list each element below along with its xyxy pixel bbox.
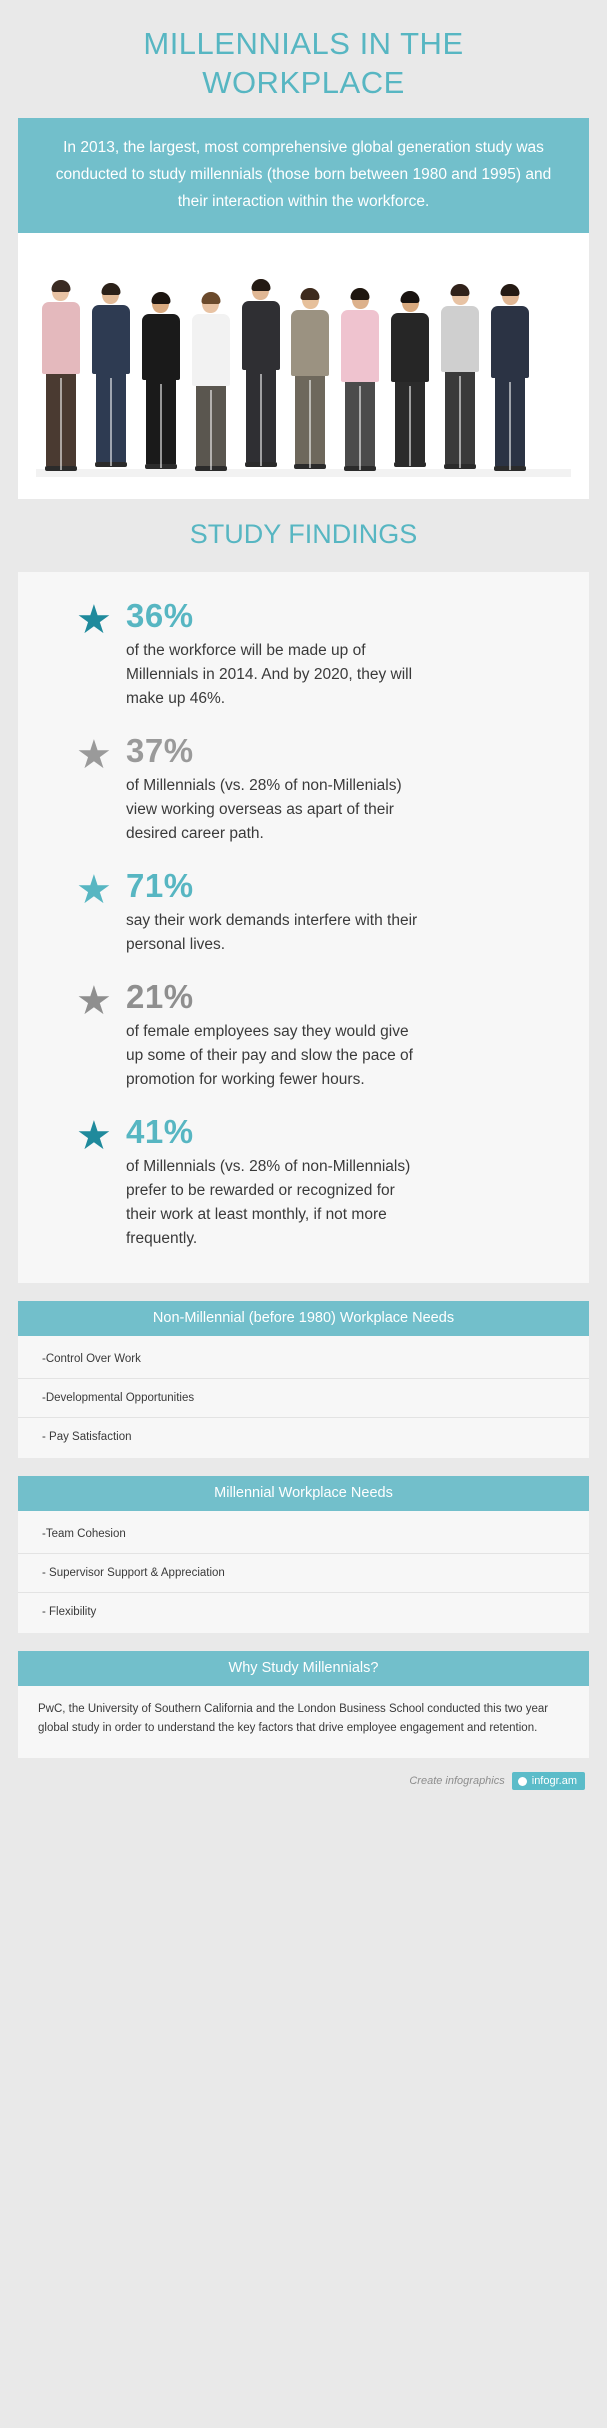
person-hair [151, 292, 170, 304]
person-torso [391, 313, 429, 382]
stat-body [126, 598, 551, 711]
photo-person [387, 291, 433, 467]
needs-list-millennial [18, 1511, 589, 1633]
page-title: MILLENNIALS IN THE WORKPLACE [143, 26, 464, 100]
photo-person [238, 279, 284, 467]
person-hair [351, 288, 370, 300]
star-icon: ★ [76, 1114, 112, 1158]
photo-person [88, 283, 134, 467]
person-torso [341, 310, 379, 382]
stat-row [18, 979, 589, 1092]
stat-description: of the workforce will be made up of Millennials in 2014. And by 2020, they will make up 46%. [126, 642, 413, 707]
person-hair [101, 283, 120, 295]
stat-description: of Millennials (vs. 28% of non-Millenials) view working overseas as apart of their desired career path. [126, 777, 402, 842]
needs-list-non-millennial [18, 1336, 589, 1458]
photo-person [138, 292, 184, 469]
person-legs [295, 376, 325, 464]
person-legs [46, 374, 76, 466]
person-torso [142, 314, 180, 380]
person-torso [242, 301, 280, 370]
stat-body [126, 733, 551, 846]
person-hair [501, 284, 520, 296]
person-legs [495, 378, 525, 466]
stat-percent: 37% [126, 732, 194, 769]
list-item: -Control Over Work [18, 1340, 589, 1379]
person-legs [445, 372, 475, 464]
photo-person [287, 288, 333, 469]
stat-description: say their work demands interfere with their personal lives. [126, 912, 418, 953]
stat-body [126, 1114, 551, 1251]
stat-percent: 41% [126, 1113, 194, 1150]
group-photo [36, 249, 571, 477]
person-torso [42, 302, 80, 374]
person-legs [196, 386, 226, 466]
section-heading-non-millennial: Non-Millennial (before 1980) Workplace Needs [18, 1301, 589, 1336]
list-item: - Flexibility [42, 1606, 97, 1618]
star-icon: ★ [76, 598, 112, 642]
findings-card [18, 572, 589, 1283]
person-torso [92, 305, 130, 374]
stat-percent: 36% [126, 597, 194, 634]
stat-percent: 21% [126, 978, 194, 1015]
person-hair [451, 284, 470, 296]
person-torso [441, 306, 479, 372]
photo-person [38, 280, 84, 471]
person-legs [146, 380, 176, 464]
stat-row [18, 598, 589, 711]
list-item: -Developmental Opportunities [18, 1379, 589, 1418]
infogram-logo-text: infogr.am [531, 1775, 577, 1787]
stat-body [126, 979, 551, 1092]
photo-person [188, 292, 234, 471]
branding-caption: Create infographics [409, 1775, 505, 1787]
intro-band: In 2013, the largest, most comprehensive global generation study was conducted to study millennials (those born between 1980 and 1995) and their interaction within the workforce. [18, 118, 589, 233]
section-heading-why-study: Why Study Millennials? [18, 1651, 589, 1686]
person-torso [491, 306, 529, 378]
person-hair [251, 279, 270, 291]
stat-description: of female employees say they would give up some of their pay and slow the pace of promotion for working fewer hours. [126, 1023, 413, 1088]
person-legs [96, 374, 126, 462]
why-study-body: PwC, the University of Southern California and the London Business School conducted this two year global study in order to understand the key factors that drive employee engagement and retention. [18, 1686, 589, 1758]
star-icon: ★ [76, 868, 112, 912]
star-icon: ★ [76, 979, 112, 1023]
photo-section [18, 233, 589, 499]
infogram-mark-icon [518, 1777, 527, 1786]
person-torso [291, 310, 329, 376]
infogram-logo[interactable] [512, 1772, 585, 1790]
person-legs [345, 382, 375, 466]
section-heading-millennial: Millennial Workplace Needs [18, 1476, 589, 1511]
star-icon: ★ [76, 733, 112, 777]
branding [18, 1758, 589, 1808]
list-item: - Pay Satisfaction [42, 1431, 132, 1443]
person-hair [401, 291, 420, 303]
photo-person [337, 288, 383, 471]
person-legs [395, 382, 425, 462]
stat-row [18, 733, 589, 846]
list-item: -Team Cohesion [18, 1515, 589, 1554]
stat-percent: 71% [126, 867, 194, 904]
photo-person [437, 284, 483, 469]
person-hair [51, 280, 70, 292]
stat-body [126, 868, 551, 957]
person-hair [201, 292, 220, 304]
person-hair [301, 288, 320, 300]
person-legs [246, 370, 276, 462]
list-item: - Supervisor Support & Appreciation [18, 1554, 589, 1593]
stat-row [18, 868, 589, 957]
stat-row [18, 1114, 589, 1251]
findings-heading: STUDY FINDINGS [189, 519, 418, 549]
photo-person [487, 284, 533, 471]
person-torso [192, 314, 230, 386]
stat-description: of Millennials (vs. 28% of non-Millennials) prefer to be rewarded or recognized for their work at least monthly, if not more frequently. [126, 1158, 411, 1247]
